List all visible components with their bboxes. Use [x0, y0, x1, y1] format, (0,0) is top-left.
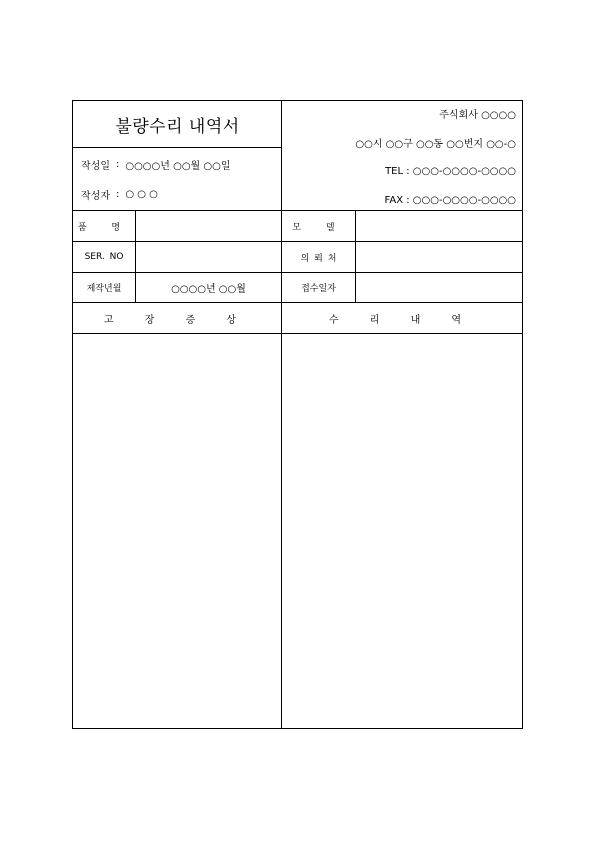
client-label: 의 뢰 처 — [300, 253, 337, 264]
mfg-field[interactable]: ○○○○년 ○○월 — [171, 284, 246, 295]
company-fax: FAX : ○○○-○○○○-○○○○ — [384, 194, 516, 206]
product-label: 품 명 — [77, 222, 131, 233]
symptom-header: 고 장 증 상 — [103, 314, 251, 326]
client-field[interactable] — [356, 242, 522, 272]
date-label: 작성일 — [81, 160, 110, 172]
company-tel: TEL : ○○○-○○○○-○○○○ — [385, 165, 516, 177]
writer-label: 작성자 — [81, 190, 110, 202]
received-label: 접수일자 — [301, 284, 336, 294]
product-field[interactable] — [136, 211, 281, 241]
serial-field[interactable] — [136, 242, 281, 272]
colon: : — [115, 188, 120, 200]
date-row — [81, 154, 281, 174]
received-field[interactable] — [356, 273, 522, 302]
divider — [73, 147, 281, 148]
symptom-body[interactable] — [73, 334, 281, 728]
writer-row — [81, 184, 281, 204]
writer-value: ○ ○ ○ — [125, 188, 158, 200]
company-address: ○○시 ○○구 ○○동 ○○번지 ○○-○ — [355, 138, 516, 150]
repair-body[interactable] — [282, 334, 522, 728]
mfg-label: 제작년월 — [86, 284, 122, 294]
colon: : — [115, 158, 120, 170]
repair-header: 수 리 내 역 — [328, 314, 476, 326]
document-title: 불량수리 내역서 — [115, 116, 240, 137]
company-name: 주식회사 ○○○○ — [439, 109, 516, 121]
model-label: 모 델 — [292, 222, 345, 233]
date-value: ○○○○년 ○○월 ○○일 — [125, 160, 231, 172]
model-field[interactable] — [356, 211, 522, 241]
repair-report-form — [72, 100, 523, 729]
serial-label: SER. NO — [84, 252, 124, 262]
